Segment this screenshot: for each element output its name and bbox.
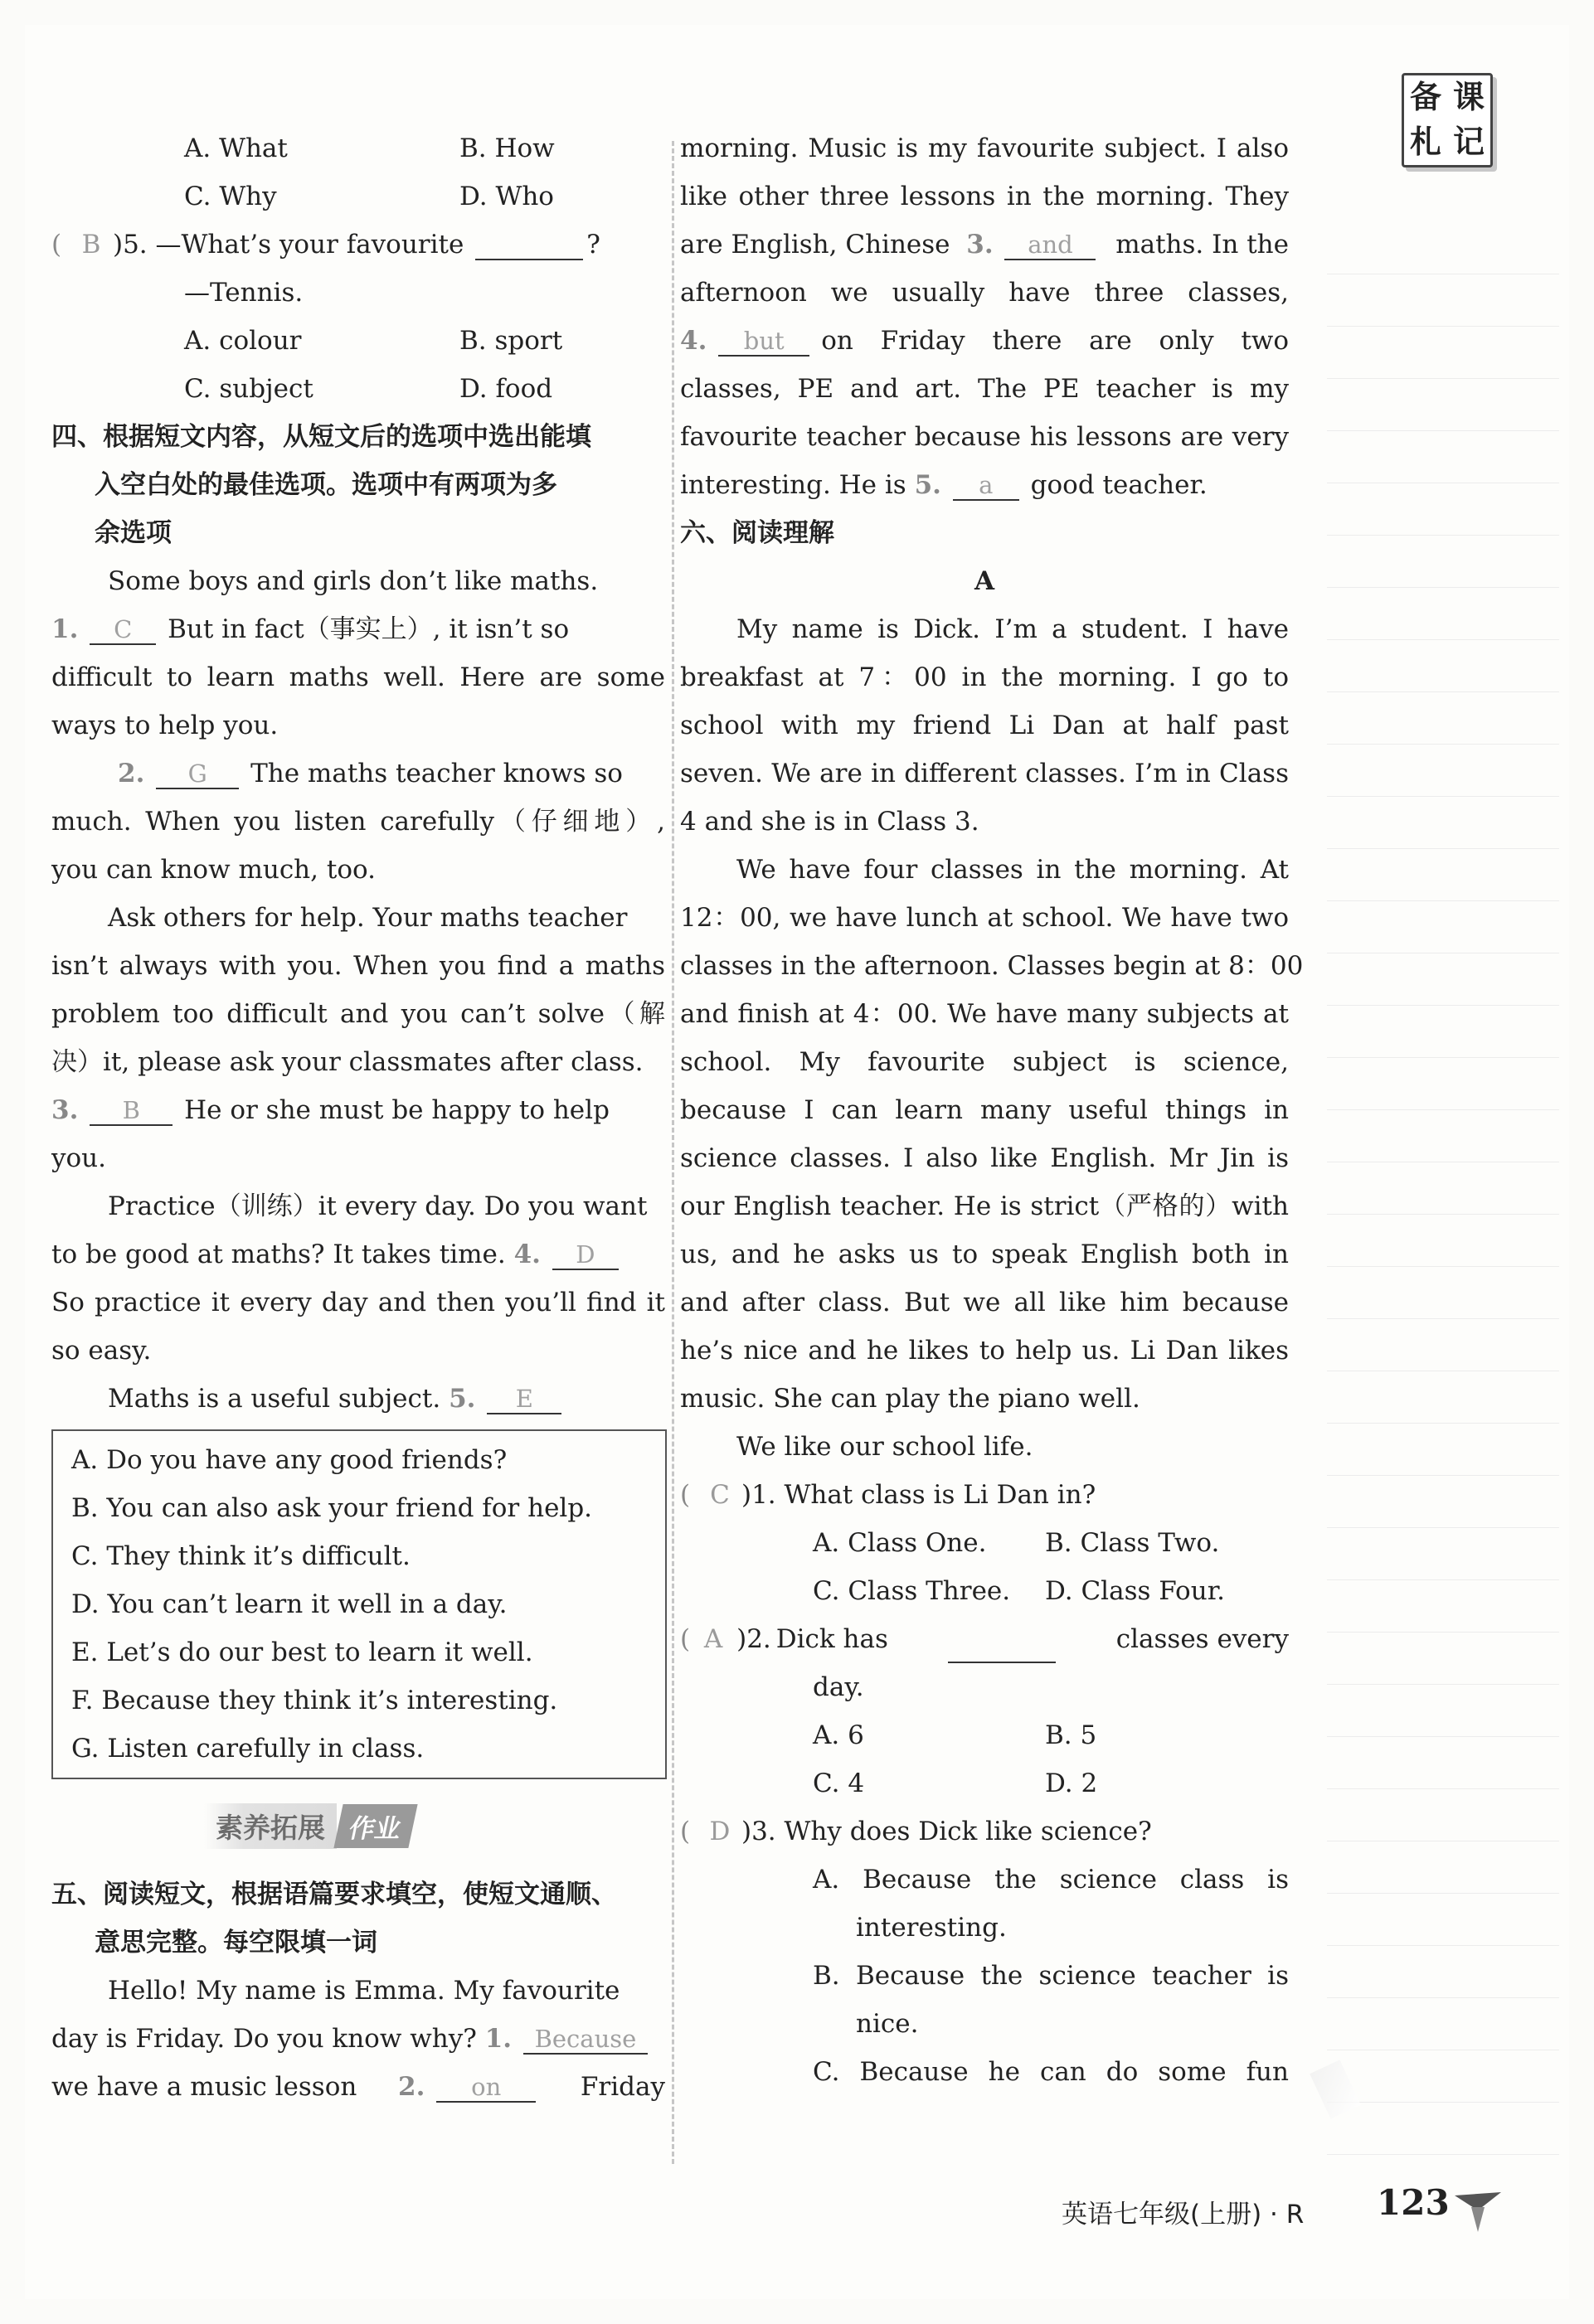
passage-line: breakfast at 7：00 in the morning. I go to [680,662,1289,692]
passage-line: difficult to learn maths well. Here are some [51,662,665,692]
passage-text: day is Friday. Do you know why? [51,2024,477,2054]
blank-number: 5. [449,1384,476,1414]
passage-line: you. [51,1143,106,1173]
passage-line: favourite teacher because his lessons are very [680,422,1289,452]
q1-answer: C [710,1480,730,1510]
banner-title: 素养拓展 [204,1803,337,1849]
question-3 [680,1807,1289,1856]
q2-option-d: D. 2 [1045,1768,1098,1798]
passage-line: 决）it, please ask your classmates after class. [51,1047,644,1077]
q4-options-row [51,172,665,221]
passage-line: school with my friend Li Dan at half past [680,711,1289,740]
passage-line [51,2063,665,2111]
lesson-notes-logo [1402,73,1493,167]
q1-options-row [680,1567,1289,1615]
book-title: 英语七年级(上册) · R [1062,2200,1305,2229]
q5-option-a: A. colour [184,326,302,356]
q3-option-c: C. Because he can do some fun [813,2057,1289,2087]
section-banner [204,1804,665,1847]
passage-line: problem too difficult and you can’t solve（解 [51,999,665,1029]
passage-line: isn’t always with you. When you find a maths [51,951,665,981]
passage-text: But in fact（事实上）, it isn’t so [168,614,570,644]
option-item: E. Let’s do our best to learn it well. [71,1637,533,1667]
passage-line [51,750,665,798]
passage-line: morning. Music is my favourite subject. I also [680,133,1289,163]
options-box [51,1429,667,1779]
passage-line [680,461,1289,509]
blank-5-answer: E [487,1385,561,1414]
q3-option-b-cont: nice. [856,2009,919,2039]
s5-blank-3-answer: and [1004,230,1096,260]
passage-line: Ask others for help. Your maths teacher [108,903,628,933]
option-item: G. Listen carefully in class. [71,1734,425,1764]
q2-blank [948,1615,1056,1663]
passage-text: good teacher. [1030,470,1208,500]
q5-stem-end: ? [586,230,600,260]
passage-line: So practice it every day and then you’ll find it [51,1288,665,1317]
q2-option-a: A. 6 [813,1720,864,1750]
passage-text: Maths is a useful subject. [108,1384,441,1414]
q4-option-a: A. What [184,133,288,163]
passage-line [51,1086,665,1134]
page-corner-arrow-icon [1453,2189,1503,2234]
answer-paren: ( [680,1480,691,1510]
question-1 [680,1471,1289,1519]
q5-option-b: B. sport [459,326,563,356]
blank-number: 1. [484,2024,513,2054]
note-lines [1327,222,1559,2155]
q5-reply: —Tennis. [184,278,304,308]
q2-stem: Dick has [775,1624,888,1654]
section4-heading [51,413,665,557]
answer-paren: ( [51,230,62,260]
passage-text: interesting. He is [680,470,906,500]
blank-number: 5. [914,470,941,500]
passage-line: We like our school life. [736,1432,1033,1462]
q5-answer: B [81,230,101,260]
passage-line: and after class. But we all like him because [680,1288,1289,1317]
passage-line: science classes. I also like English. Mr Jin is [680,1143,1289,1173]
q5-blank [475,230,583,260]
passage-line: afternoon we usually have three classes, [680,278,1289,308]
blank-1-answer: C [90,615,156,645]
blank-2-answer: G [156,759,239,789]
q2-option-b: B. 5 [1045,1720,1097,1750]
q5-option-c: C. subject [184,374,313,404]
passage-line: My name is Dick. I’m a student. I have [736,614,1289,644]
passage-line: our English teacher. He is strict（严格的）with [680,1191,1289,1221]
passage-text: to be good at maths? It takes time. [51,1240,506,1269]
passage-line: 12：00, we have lunch at school. We have two [680,903,1289,933]
s5-blank-5-answer: a [953,471,1019,501]
column-divider [672,141,674,2164]
passage-text: He or she must be happy to help [184,1095,610,1125]
passage-line: you can know much, too. [51,855,376,885]
logo-char: 课 [1452,79,1485,115]
option-item: B. You can also ask your friend for help. [71,1493,593,1523]
blank-number: 3. [51,1095,79,1125]
passage-line: school. My favourite subject is science, [680,1047,1289,1077]
passage-text: on Friday there are only two [821,326,1289,356]
q2-stem-line: day. [813,1672,864,1702]
q1-number: )1. [741,1480,776,1510]
q1-option-c: C. Class Three. [813,1576,1011,1606]
left-column [51,124,665,2111]
logo-char: 备 [1409,79,1441,115]
section4-heading-line: 余选项 [95,518,172,548]
q3-option-b: B. Because the science teacher is [813,1961,1289,1991]
blank-number: 1. [51,614,79,644]
passage-line: us, and he asks us to speak English both in [680,1240,1289,1269]
blank-number: 2. [398,2072,425,2102]
q5-options-row [51,365,665,413]
q1-option-d: D. Class Four. [1045,1576,1225,1606]
passage-line [51,2015,665,2063]
blank-number: 4. [680,326,707,356]
q2-stem-end: classes every [1115,1624,1289,1654]
q4-option-b: B. How [459,133,555,163]
section5-heading-line: 五、阅读短文，根据语篇要求填空，使短文通顺、 [51,1880,617,1909]
section4-heading-line: 四、根据短文内容，从短文后的选项中选出能填 [51,422,591,452]
passage-line: and finish at 4：00. We have many subjects at [680,999,1289,1029]
q2-options-row [680,1711,1289,1759]
passage-line: music. She can play the piano well. [680,1384,1140,1414]
blank-number: 2. [118,759,145,788]
blank-number: 3. [966,230,994,260]
passage-line [51,1230,665,1278]
section4-heading-line: 入空白处的最佳选项。选项中有两项为多 [95,470,557,500]
s5-blank-2-answer: on [436,2073,536,2103]
s5-blank-4-answer: but [718,327,809,357]
blank-4-answer: D [552,1240,619,1270]
q5-stem-text: —What’s your favourite [155,230,464,260]
passage-line: so easy. [51,1336,152,1366]
passage-line: seven. We are in different classes. I’m in Class [680,759,1289,788]
q1-option-b: B. Class Two. [1045,1528,1220,1558]
passage-line: Hello! My name is Emma. My favourite [108,1976,620,2006]
q2-options-row [680,1759,1289,1807]
question-2 [680,1615,1289,1663]
q1-stem: What class is Li Dan in? [784,1480,1096,1510]
passage-text: Friday [580,2072,665,2102]
passage-title: A [974,566,995,596]
logo-char: 记 [1452,124,1485,160]
passage-line [680,221,1289,269]
q5-option-d: D. food [459,374,553,404]
passage-line [51,605,665,653]
blank-3-answer: B [90,1096,173,1126]
passage-line [51,1375,665,1423]
q2-number: )2. [736,1624,771,1654]
passage-line: much. When you listen carefully（仔细地）, [51,807,665,837]
q3-option-a: A. Because the science class is [813,1865,1289,1895]
q4-options-row [51,124,665,172]
passage-text: we have a music lesson [51,2072,357,2102]
q3-option-a-cont: interesting. [856,1913,1007,1943]
passage-line: Some boys and girls don’t like maths. [108,566,599,596]
q3-answer: D [709,1817,731,1846]
page-number: 123 [1377,2182,1450,2223]
answer-paren: ( [680,1624,691,1654]
answer-paren: ( [680,1817,691,1846]
q1-option-a: A. Class One. [813,1528,987,1558]
passage-text: maths. In the [1115,230,1289,260]
q5-number: )5. [112,230,148,260]
q5-stem [51,221,665,269]
section5-heading-line: 意思完整。每空限填一词 [95,1928,377,1958]
q4-option-c: C. Why [184,182,277,211]
passage-text: are English, Chinese [680,230,950,260]
passage-line: like other three lessons in the morning. They [680,182,1289,211]
option-item: A. Do you have any good friends? [71,1445,508,1475]
right-column [680,124,1304,2096]
s5-blank-1-answer: Because [523,2025,648,2055]
section5-heading [51,1870,665,1967]
passage-line: because I can learn many useful things in [680,1095,1289,1125]
option-item: C. They think it’s difficult. [71,1541,411,1571]
passage-line: We have four classes in the morning. At [736,855,1289,885]
passage-line: classes in the afternoon. Classes begin at 8：00 [680,951,1304,981]
passage-text: The maths teacher knows so [250,759,623,788]
q4-option-d: D. Who [459,182,554,211]
q5-options-row [51,317,665,365]
passage-line: Practice（训练）it every day. Do you want [108,1191,648,1221]
q2-option-c: C. 4 [813,1768,865,1798]
passage-line: ways to help you. [51,711,279,740]
q1-options-row [680,1519,1289,1567]
logo-char: 札 [1409,124,1441,160]
option-item: F. Because they think it’s interesting. [71,1686,558,1715]
section6-heading: 六、阅读理解 [680,518,834,548]
passage-line: he’s nice and he likes to help us. Li Dan likes [680,1336,1289,1366]
q3-number: )3. [741,1817,776,1846]
passage-line: classes, PE and art. The PE teacher is my [680,374,1289,404]
option-item: D. You can’t learn it well in a day. [71,1589,508,1619]
passage-line [680,317,1289,365]
passage-line: 4 and she is in Class 3. [680,807,979,837]
q3-stem: Why does Dick like science? [784,1817,1152,1846]
q2-answer: A [703,1624,723,1654]
banner-tag: 作业 [333,1804,417,1848]
blank-number: 4. [513,1240,541,1269]
